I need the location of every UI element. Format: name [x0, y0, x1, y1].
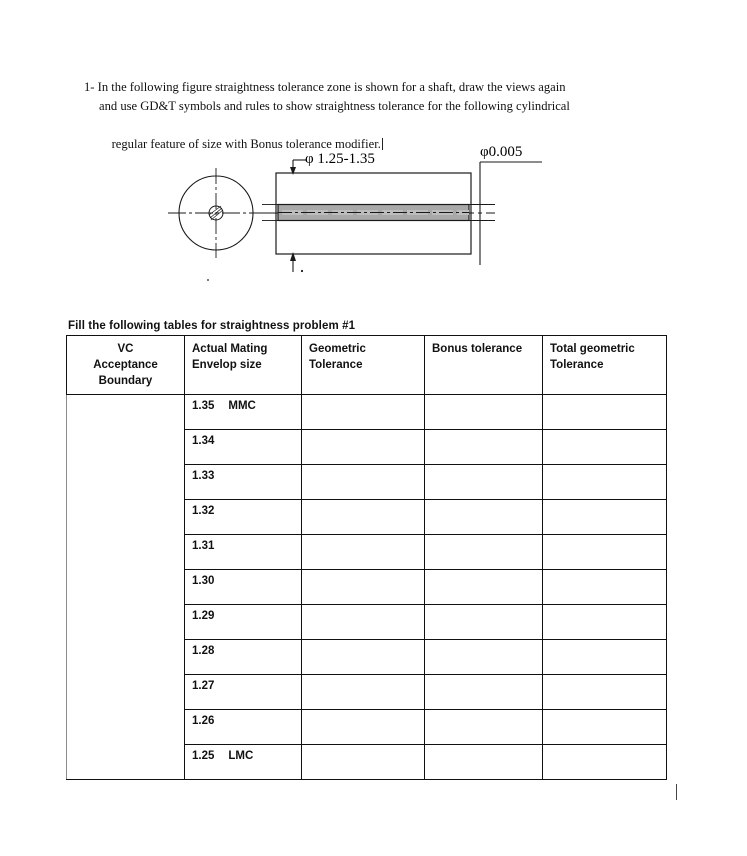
- cell-vc-acceptance-boundary[interactable]: [67, 675, 185, 710]
- cell-vc-acceptance-boundary[interactable]: [67, 640, 185, 675]
- header-bonus-line-1: Bonus tolerance: [432, 343, 523, 355]
- table-header-row: [67, 336, 667, 395]
- straightness-worksheet-table: [66, 335, 667, 780]
- cell-vc-acceptance-boundary[interactable]: [67, 605, 185, 640]
- size-value: 1.28: [192, 645, 215, 657]
- cell-geometric-tolerance[interactable]: [302, 430, 425, 465]
- cell-bonus-tolerance[interactable]: [425, 675, 543, 710]
- cell-vc-acceptance-boundary[interactable]: [67, 465, 185, 500]
- cell-vc-acceptance-boundary[interactable]: [67, 535, 185, 570]
- cell-actual-mating-envelop-size[interactable]: [185, 570, 302, 605]
- header-ames-line-1: Actual Mating: [192, 343, 268, 355]
- cell-geometric-tolerance[interactable]: [302, 465, 425, 500]
- cell-vc-acceptance-boundary[interactable]: [67, 710, 185, 745]
- header-geo-line-2: Tolerance: [309, 359, 363, 371]
- engineering-drawing: [150, 140, 580, 290]
- cell-geometric-tolerance[interactable]: [302, 675, 425, 710]
- cell-bonus-tolerance[interactable]: [425, 570, 543, 605]
- cell-geometric-tolerance[interactable]: [302, 640, 425, 675]
- cell-bonus-tolerance[interactable]: [425, 710, 543, 745]
- table-row: [67, 395, 667, 430]
- cell-vc-acceptance-boundary[interactable]: [67, 500, 185, 535]
- cell-total-geometric-tolerance[interactable]: [543, 430, 667, 465]
- cell-total-geometric-tolerance[interactable]: [543, 500, 667, 535]
- cell-total-geometric-tolerance[interactable]: [543, 605, 667, 640]
- table-row: [67, 465, 667, 500]
- header-vc-line-3: Boundary: [98, 375, 153, 387]
- cell-geometric-tolerance[interactable]: [302, 500, 425, 535]
- artifact-dot: [207, 279, 209, 281]
- straightness-dimension-ticks: [469, 205, 495, 221]
- question-line-2: and use GD&T symbols and rules to show straightness tolerance for the following cylindrical: [99, 99, 570, 113]
- cell-actual-mating-envelop-size[interactable]: [185, 535, 302, 570]
- cell-total-geometric-tolerance[interactable]: [543, 395, 667, 430]
- size-value: 1.32: [192, 505, 215, 517]
- stray-dot: [301, 270, 303, 272]
- header-total-line-1: Total geometric: [550, 343, 635, 355]
- header-total-geometric-tolerance: [543, 336, 667, 395]
- table-row: [67, 570, 667, 605]
- cell-actual-mating-envelop-size[interactable]: [185, 710, 302, 745]
- size-value: 1.31: [192, 540, 215, 552]
- size-value: 1.27: [192, 680, 215, 692]
- cell-total-geometric-tolerance[interactable]: [543, 710, 667, 745]
- cell-total-geometric-tolerance[interactable]: [543, 675, 667, 710]
- cell-total-geometric-tolerance[interactable]: [543, 535, 667, 570]
- table-row: [67, 535, 667, 570]
- cell-actual-mating-envelop-size[interactable]: [185, 745, 302, 780]
- cell-actual-mating-envelop-size[interactable]: [185, 465, 302, 500]
- table-body: [67, 395, 667, 780]
- cell-geometric-tolerance[interactable]: [302, 605, 425, 640]
- table-row: [67, 640, 667, 675]
- table-row: [67, 675, 667, 710]
- diameter-leader-bottom: [290, 252, 303, 272]
- header-bonus-tolerance: [425, 336, 543, 395]
- table-row: [67, 500, 667, 535]
- diameter-leader-arrowhead-top: [290, 167, 296, 175]
- cell-bonus-tolerance[interactable]: [425, 745, 543, 780]
- diameter-dimension-label: φ 1.25-1.35: [305, 151, 375, 167]
- size-value: 1.30: [192, 575, 215, 587]
- cell-geometric-tolerance[interactable]: [302, 745, 425, 780]
- question-line-1: 1- In the following figure straightness tolerance zone is shown for a shaft, draw the views again: [84, 80, 566, 94]
- cell-actual-mating-envelop-size[interactable]: [185, 395, 302, 430]
- cell-vc-acceptance-boundary[interactable]: [67, 430, 185, 465]
- size-value: 1.35: [192, 400, 215, 412]
- header-ames-line-2: Envelop size: [192, 359, 262, 371]
- cell-actual-mating-envelop-size[interactable]: [185, 500, 302, 535]
- table-row: [67, 710, 667, 745]
- cell-geometric-tolerance[interactable]: [302, 710, 425, 745]
- header-actual-mating-envelop-size: [185, 336, 302, 395]
- cell-geometric-tolerance[interactable]: [302, 535, 425, 570]
- cell-actual-mating-envelop-size[interactable]: [185, 675, 302, 710]
- cell-bonus-tolerance[interactable]: [425, 500, 543, 535]
- cell-total-geometric-tolerance[interactable]: [543, 640, 667, 675]
- size-value: 1.25: [192, 750, 215, 762]
- header-vc-line-1: VC: [117, 343, 134, 355]
- cell-bonus-tolerance[interactable]: [425, 395, 543, 430]
- cell-actual-mating-envelop-size[interactable]: [185, 430, 302, 465]
- cell-vc-acceptance-boundary[interactable]: [67, 570, 185, 605]
- table-row: [67, 430, 667, 465]
- header-vc-line-2: Acceptance: [93, 359, 158, 371]
- cell-vc-acceptance-boundary[interactable]: [67, 395, 185, 430]
- table-row: [67, 745, 667, 780]
- diameter-leader-arrowhead-bottom: [290, 252, 296, 261]
- cell-actual-mating-envelop-size[interactable]: [185, 640, 302, 675]
- size-value: 1.29: [192, 610, 215, 622]
- cell-total-geometric-tolerance[interactable]: [543, 465, 667, 500]
- header-geo-line-1: Geometric: [309, 343, 366, 355]
- table-caption: Fill the following tables for straightness problem #1: [68, 320, 356, 332]
- size-value: 1.34: [192, 435, 215, 447]
- header-vc-acceptance-boundary: [67, 336, 185, 395]
- cell-geometric-tolerance[interactable]: [302, 395, 425, 430]
- shaft-side-view: [262, 173, 495, 254]
- cell-vc-acceptance-boundary[interactable]: [67, 745, 185, 780]
- table-row: [67, 605, 667, 640]
- cell-bonus-tolerance[interactable]: [425, 430, 543, 465]
- material-condition-label: LMC: [228, 750, 254, 762]
- page-trailing-caret: [676, 784, 677, 800]
- cell-bonus-tolerance[interactable]: [425, 640, 543, 675]
- question-line-3-text: regular feature of size with Bonus tolerance modifier.: [111, 137, 381, 151]
- size-value: 1.33: [192, 470, 215, 482]
- straightness-leader: [480, 162, 542, 265]
- cell-total-geometric-tolerance[interactable]: [543, 745, 667, 780]
- cell-geometric-tolerance[interactable]: [302, 570, 425, 605]
- material-condition-label: MMC: [228, 400, 256, 412]
- size-value: 1.26: [192, 715, 215, 727]
- cell-bonus-tolerance[interactable]: [425, 605, 543, 640]
- cell-actual-mating-envelop-size[interactable]: [185, 605, 302, 640]
- header-total-line-2: Tolerance: [550, 359, 604, 371]
- straightness-dimension-label: φ0.005: [480, 144, 523, 160]
- cell-bonus-tolerance[interactable]: [425, 465, 543, 500]
- cell-total-geometric-tolerance[interactable]: [543, 570, 667, 605]
- cell-bonus-tolerance[interactable]: [425, 535, 543, 570]
- header-geometric-tolerance: [302, 336, 425, 395]
